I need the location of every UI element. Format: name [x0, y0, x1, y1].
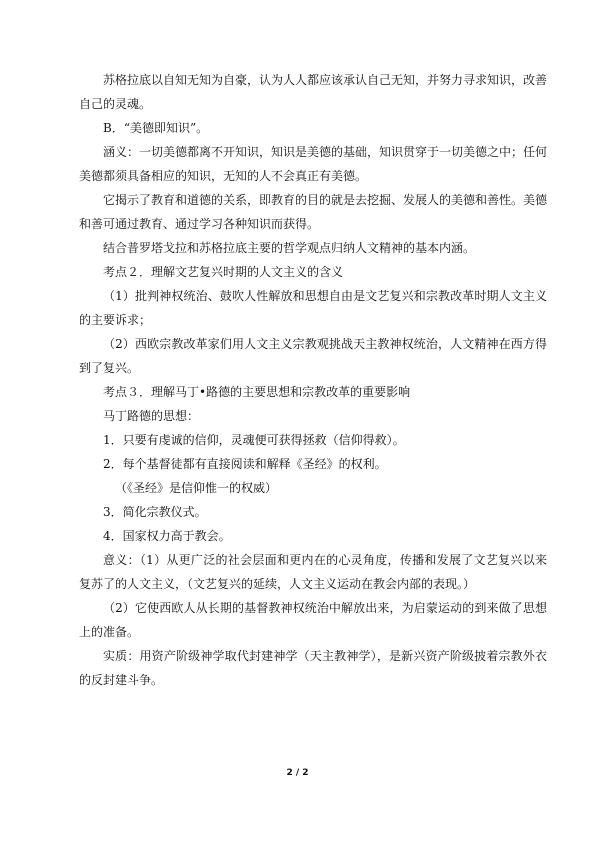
paragraph-significance-1: 意义：（1）从更广泛的社会层面和更内在的心灵角度，传播和发展了文艺复兴以来复苏了的人文主义，（文艺复兴的延续，人文主义运动在教会内部的表现。）: [79, 553, 547, 591]
paragraph-point-2-item-1: （1）批判神权统治、鼓吹人性解放和思想自由是文艺复兴和宗教改革时期人文主义的主要诉求；: [79, 289, 547, 327]
paragraph-humanism-summary: 结合普罗塔戈拉和苏格拉底主要的哲学观点归纳人文精神的基本内涵。: [103, 241, 476, 255]
list-item-2-note: （《圣经》是信仰惟一的权威）: [115, 481, 278, 495]
list-item-4: 4．国家权力高于教会。: [103, 529, 231, 543]
paragraph-point-2-item-2: （2）西欧宗教改革家们用人文主义宗教观挑战天主教神权统治，人文精神在西方得到了复兴。: [79, 337, 547, 375]
document-body: [79, 68, 547, 692]
heading-exam-point-2: 考点２．理解文艺复兴时期的人文主义的含义: [103, 265, 344, 279]
paragraph-education-morality: 它揭示了教育和道德的关系，即教育的目的就是去挖掘、发展人的美德和善性。美德和善可通过教育、通过学习各种知识而获得。: [79, 193, 548, 231]
paragraph-significance-2: （2）它使西欧人从长期的基督教神权统治中解放出来，为启蒙运动的到来做了思想上的准备。: [79, 601, 547, 639]
list-item-3: 3．简化宗教仪式。: [103, 505, 207, 519]
page-number: 2 / 2: [286, 768, 309, 778]
list-item-2: 2．每个基督徒都有直接阅读和解释《圣经》的权利。: [103, 457, 387, 471]
paragraph-essence: 实质：用资产阶级神学取代封建神学（天主教神学），是新兴资产阶级披着宗教外衣的反封建斗争。: [79, 649, 547, 687]
paragraph-meaning: 涵义：一切美德都离不开知识，知识是美德的基础，知识贯穿于一切美德之中；任何美德都须具备相应的知识，无知的人不会真正有美德。: [79, 145, 548, 183]
heading-luther-thought: 马丁路德的思想：: [103, 409, 200, 423]
heading-virtue-is-knowledge: B．“美德即知识”。: [103, 121, 209, 135]
heading-exam-point-3: 考点３．理解马丁•路德的主要思想和宗教改革的重要影响: [103, 385, 411, 399]
list-item-1: 1．只要有虔诚的信仰，灵魂便可获得拯救（信仰得救）。: [103, 433, 405, 447]
paragraph-socrates-ignorance: 苏格拉底以自知无知为自豪，认为人人都应该承认自己无知，并努力寻求知识，改善自己的灵魂。: [79, 73, 548, 111]
